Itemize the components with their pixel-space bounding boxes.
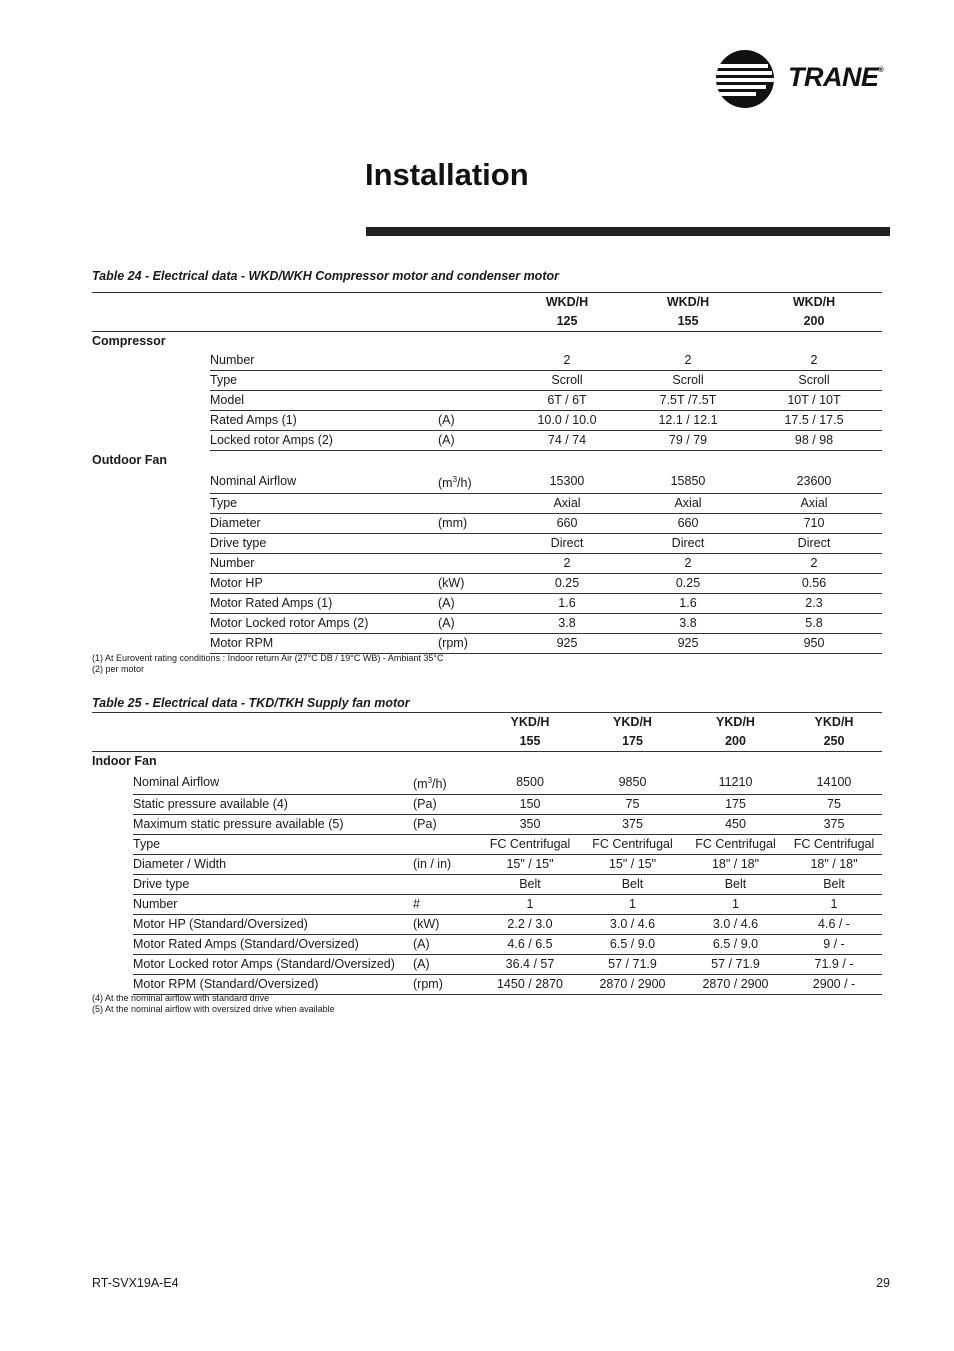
row-label: Static pressure available (4) <box>133 795 413 815</box>
cell-value: 74 / 74 <box>504 431 630 451</box>
column-model: WKD/H <box>746 293 882 313</box>
table25-caption: Table 25 - Electrical data - TKD/TKH Supply fan motor <box>92 696 410 710</box>
row-label: Motor Locked rotor Amps (Standard/Oversized) <box>133 955 413 975</box>
row-label: Nominal Airflow <box>133 771 413 795</box>
table-row <box>92 955 882 975</box>
cell-value: 710 <box>746 514 882 534</box>
row-unit <box>438 371 504 391</box>
cell-value: 1 <box>580 895 685 915</box>
row-label: Motor RPM (Standard/Oversized) <box>133 975 413 995</box>
cell-value: 925 <box>630 634 746 654</box>
row-label: Locked rotor Amps (2) <box>210 431 438 451</box>
blank-cell <box>92 312 210 332</box>
cell-value: 2 <box>746 351 882 371</box>
indent-cell <box>92 391 210 411</box>
indent-cell <box>92 431 210 451</box>
column-size: 200 <box>746 312 882 332</box>
row-unit <box>438 534 504 554</box>
row-label: Number <box>133 895 413 915</box>
indent-cell <box>92 554 210 574</box>
cell-value: 18" / 18" <box>685 855 786 875</box>
row-unit <box>438 391 504 411</box>
cell-value: Belt <box>786 875 882 895</box>
section-title: Compressor <box>92 334 166 348</box>
indent-cell <box>92 494 210 514</box>
table-row <box>92 895 882 915</box>
cell-value: 71.9 / - <box>786 955 882 975</box>
cell-value: 375 <box>786 815 882 835</box>
row-label: Maximum static pressure available (5) <box>133 815 413 835</box>
blank-cell <box>210 312 438 332</box>
indent-cell <box>92 935 133 955</box>
cell-value: 98 / 98 <box>746 431 882 451</box>
blank-cell <box>413 713 480 733</box>
blank-cell <box>133 713 413 733</box>
row-unit: (Pa) <box>413 815 480 835</box>
row-unit <box>413 835 480 855</box>
cell-value: 3.8 <box>504 614 630 634</box>
table-row <box>92 514 882 534</box>
cell-value: 4.6 / - <box>786 915 882 935</box>
indent-cell <box>92 594 210 614</box>
cell-value: Direct <box>504 534 630 554</box>
cell-value: FC Centrifugal <box>786 835 882 855</box>
row-unit: (Pa) <box>413 795 480 815</box>
table24-header-row <box>92 293 882 313</box>
indent-cell <box>92 614 210 634</box>
row-unit: (rpm) <box>438 634 504 654</box>
column-size: 125 <box>504 312 630 332</box>
cell-value: 660 <box>504 514 630 534</box>
cell-value: 2 <box>630 554 746 574</box>
cell-value: 2 <box>504 554 630 574</box>
table-row <box>92 935 882 955</box>
cell-value: 450 <box>685 815 786 835</box>
cell-value: 2 <box>630 351 746 371</box>
row-label: Diameter <box>210 514 438 534</box>
table-row <box>92 915 882 935</box>
indent-cell <box>92 351 210 371</box>
table24-header-row <box>92 312 882 332</box>
table25-header-row <box>92 713 882 733</box>
row-unit: (kW) <box>438 574 504 594</box>
table-row <box>92 614 882 634</box>
cell-value: 4.6 / 6.5 <box>480 935 580 955</box>
cell-value: 15" / 15" <box>580 855 685 875</box>
row-label: Type <box>133 835 413 855</box>
indent-cell <box>92 514 210 534</box>
cell-value: 15300 <box>504 470 630 494</box>
cell-value: 57 / 71.9 <box>685 955 786 975</box>
cell-value: FC Centrifugal <box>685 835 786 855</box>
row-unit: (A) <box>413 935 480 955</box>
table-row <box>92 594 882 614</box>
row-unit: (A) <box>438 411 504 431</box>
cell-value: Axial <box>746 494 882 514</box>
cell-value: 950 <box>746 634 882 654</box>
row-label: Number <box>210 351 438 371</box>
row-label: Type <box>210 371 438 391</box>
column-model: YKD/H <box>580 713 685 733</box>
cell-value: FC Centrifugal <box>580 835 685 855</box>
column-size: 200 <box>685 732 786 752</box>
cell-value: 6T / 6T <box>504 391 630 411</box>
cell-value: FC Centrifugal <box>480 835 580 855</box>
table25-header-row <box>92 732 882 752</box>
blank-cell <box>92 732 133 752</box>
cell-value: 9850 <box>580 771 685 795</box>
table24-footnotes <box>92 653 443 675</box>
title-rule <box>366 227 890 236</box>
table-row <box>92 815 882 835</box>
row-label: Rated Amps (1) <box>210 411 438 431</box>
table-row <box>92 534 882 554</box>
footnote: (1) At Eurovent rating conditions : Indoor return Air (27°C DB / 19°C WB) - Ambiant 35°C <box>92 653 444 663</box>
table-row <box>92 554 882 574</box>
cell-value: 10T / 10T <box>746 391 882 411</box>
footnote: (5) At the nominal airflow with oversized drive when available <box>92 1004 335 1014</box>
blank-cell <box>438 312 504 332</box>
column-model: YKD/H <box>685 713 786 733</box>
cell-value: 2870 / 2900 <box>580 975 685 995</box>
cell-value: 5.8 <box>746 614 882 634</box>
footer-page-number: 29 <box>876 1276 890 1290</box>
table-row <box>92 875 882 895</box>
cell-value: 15" / 15" <box>480 855 580 875</box>
row-unit <box>413 875 480 895</box>
table-row <box>92 835 882 855</box>
blank-cell <box>92 293 210 313</box>
cell-value: 18" / 18" <box>786 855 882 875</box>
row-label: Motor RPM <box>210 634 438 654</box>
row-label: Number <box>210 554 438 574</box>
cell-value: 10.0 / 10.0 <box>504 411 630 431</box>
cell-value: 2.3 <box>746 594 882 614</box>
row-unit: (in / in) <box>413 855 480 875</box>
cell-value: 1450 / 2870 <box>480 975 580 995</box>
row-unit: (A) <box>438 431 504 451</box>
cell-value: 350 <box>480 815 580 835</box>
cell-value: Belt <box>580 875 685 895</box>
indent-cell <box>92 771 133 795</box>
cell-value: 1.6 <box>630 594 746 614</box>
row-unit: # <box>413 895 480 915</box>
cell-value: Axial <box>504 494 630 514</box>
indent-cell <box>92 855 133 875</box>
cell-value: 23600 <box>746 470 882 494</box>
row-unit: (A) <box>438 594 504 614</box>
blank-cell <box>413 732 480 752</box>
indent-cell <box>92 915 133 935</box>
cell-value: 57 / 71.9 <box>580 955 685 975</box>
cell-value: 15850 <box>630 470 746 494</box>
column-model: YKD/H <box>480 713 580 733</box>
trane-logo-icon <box>716 50 774 108</box>
cell-value: 14100 <box>786 771 882 795</box>
cell-value: 150 <box>480 795 580 815</box>
column-model: WKD/H <box>630 293 746 313</box>
row-label: Motor Locked rotor Amps (2) <box>210 614 438 634</box>
indent-cell <box>92 835 133 855</box>
indent-cell <box>92 411 210 431</box>
row-label: Motor Rated Amps (Standard/Oversized) <box>133 935 413 955</box>
row-label: Nominal Airflow <box>210 470 438 494</box>
cell-value: 1 <box>685 895 786 915</box>
trane-logo-text: TRANE® <box>788 62 884 92</box>
row-label: Drive type <box>210 534 438 554</box>
table24-caption: Table 24 - Electrical data - WKD/WKH Compressor motor and condenser motor <box>92 269 559 283</box>
cell-value: Direct <box>746 534 882 554</box>
indent-cell <box>92 371 210 391</box>
indent-cell <box>92 975 133 995</box>
blank-cell <box>92 713 133 733</box>
cell-value: 6.5 / 9.0 <box>685 935 786 955</box>
indent-cell <box>92 534 210 554</box>
table25 <box>92 712 882 995</box>
table25-footnotes <box>92 993 335 1015</box>
cell-value: 3.0 / 4.6 <box>685 915 786 935</box>
trane-logo <box>716 50 896 108</box>
row-unit: (rpm) <box>413 975 480 995</box>
row-label: Model <box>210 391 438 411</box>
section-title: Outdoor Fan <box>92 453 167 467</box>
row-unit: $(m^3/h)$ <box>413 771 480 795</box>
cell-value: 17.5 / 17.5 <box>746 411 882 431</box>
table-row <box>92 371 882 391</box>
table-row <box>92 771 882 795</box>
cell-value: 925 <box>504 634 630 654</box>
cell-value: 2 <box>746 554 882 574</box>
row-label: Motor HP <box>210 574 438 594</box>
cell-value: 7.5T /7.5T <box>630 391 746 411</box>
column-size: 250 <box>786 732 882 752</box>
row-label: Motor Rated Amps (1) <box>210 594 438 614</box>
cell-value: 75 <box>580 795 685 815</box>
indent-cell <box>92 634 210 654</box>
table-row <box>92 574 882 594</box>
table-row <box>92 634 882 654</box>
row-unit: (A) <box>413 955 480 975</box>
footnote: (4) At the nominal airflow with standard drive <box>92 993 270 1003</box>
column-model: WKD/H <box>504 293 630 313</box>
cell-value: 11210 <box>685 771 786 795</box>
table-row <box>92 855 882 875</box>
cell-value: 3.8 <box>630 614 746 634</box>
cell-value: 9 / - <box>786 935 882 955</box>
cell-value: Belt <box>480 875 580 895</box>
indent-cell <box>92 574 210 594</box>
table-row <box>92 494 882 514</box>
cell-value: Axial <box>630 494 746 514</box>
table-row <box>92 411 882 431</box>
cell-value: Scroll <box>504 371 630 391</box>
indent-cell <box>92 895 133 915</box>
table-row <box>92 975 882 995</box>
section-row <box>92 332 882 352</box>
cell-value: 0.25 <box>504 574 630 594</box>
column-model: YKD/H <box>786 713 882 733</box>
cell-value: 1 <box>480 895 580 915</box>
cell-value: 0.56 <box>746 574 882 594</box>
page-title: Installation <box>365 157 529 192</box>
cell-value: 2.2 / 3.0 <box>480 915 580 935</box>
row-unit: (A) <box>438 614 504 634</box>
table-row <box>92 351 882 371</box>
cell-value: 36.4 / 57 <box>480 955 580 975</box>
table-row <box>92 391 882 411</box>
row-unit <box>438 351 504 371</box>
cell-value: 2900 / - <box>786 975 882 995</box>
cell-value: 2870 / 2900 <box>685 975 786 995</box>
section-title: Indoor Fan <box>92 754 157 768</box>
table-row <box>92 795 882 815</box>
indent-cell <box>92 815 133 835</box>
cell-value: 660 <box>630 514 746 534</box>
table-row <box>92 431 882 451</box>
footnote: (2) per motor <box>92 664 145 674</box>
cell-value: 75 <box>786 795 882 815</box>
row-label: Type <box>210 494 438 514</box>
cell-value: 175 <box>685 795 786 815</box>
indent-cell <box>92 470 210 494</box>
cell-value: 2 <box>504 351 630 371</box>
cell-value: 8500 <box>480 771 580 795</box>
cell-value: 12.1 / 12.1 <box>630 411 746 431</box>
row-unit <box>438 494 504 514</box>
table-row <box>92 470 882 494</box>
row-unit <box>438 554 504 574</box>
blank-cell <box>210 293 438 313</box>
section-row <box>92 451 882 471</box>
row-unit: (kW) <box>413 915 480 935</box>
table24 <box>92 292 882 654</box>
cell-value: Belt <box>685 875 786 895</box>
footer-doc-code: RT-SVX19A-E4 <box>92 1276 179 1290</box>
indent-cell <box>92 955 133 975</box>
indent-cell <box>92 795 133 815</box>
row-unit: $(m^3/h)$ <box>438 470 504 494</box>
column-size: 155 <box>480 732 580 752</box>
cell-value: 1 <box>786 895 882 915</box>
cell-value: Scroll <box>746 371 882 391</box>
column-size: 175 <box>580 732 685 752</box>
cell-value: Direct <box>630 534 746 554</box>
indent-cell <box>92 875 133 895</box>
blank-cell <box>438 293 504 313</box>
cell-value: 1.6 <box>504 594 630 614</box>
cell-value: Scroll <box>630 371 746 391</box>
section-row <box>92 752 882 772</box>
column-size: 155 <box>630 312 746 332</box>
row-label: Diameter / Width <box>133 855 413 875</box>
cell-value: 375 <box>580 815 685 835</box>
cell-value: 79 / 79 <box>630 431 746 451</box>
row-label: Motor HP (Standard/Oversized) <box>133 915 413 935</box>
cell-value: 0.25 <box>630 574 746 594</box>
blank-cell <box>133 732 413 752</box>
row-label: Drive type <box>133 875 413 895</box>
cell-value: 6.5 / 9.0 <box>580 935 685 955</box>
cell-value: 3.0 / 4.6 <box>580 915 685 935</box>
row-unit: (mm) <box>438 514 504 534</box>
